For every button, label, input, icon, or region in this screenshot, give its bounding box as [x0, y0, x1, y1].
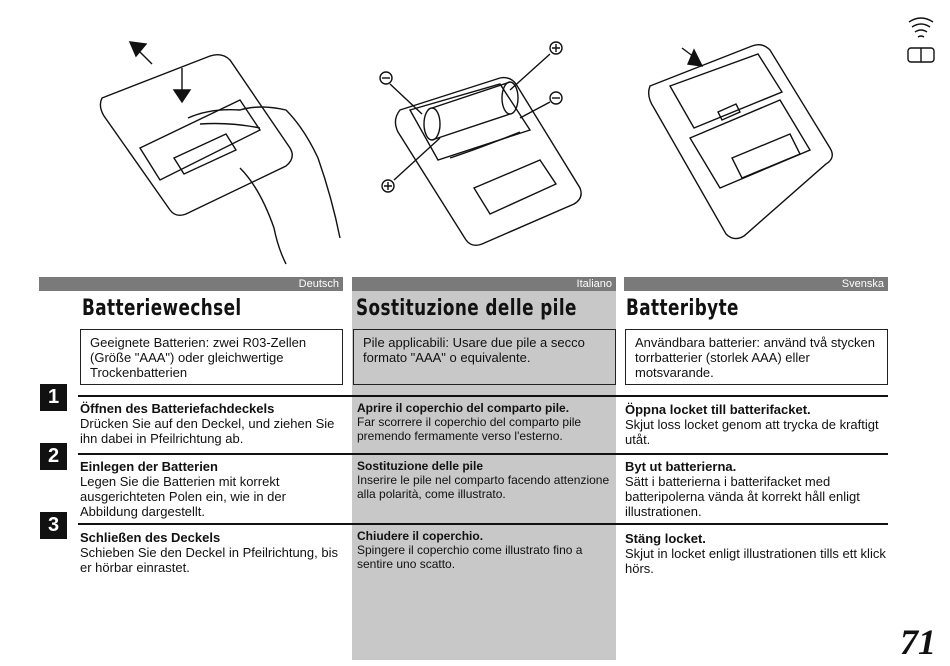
language-bar-deutsch: Deutsch: [39, 277, 343, 291]
step-heading: Stäng locket.: [625, 531, 706, 546]
page-number: 71: [900, 622, 936, 662]
step-1-svenska: [625, 402, 887, 447]
step-heading: Öffnen des Batteriefachdeckels: [80, 401, 275, 416]
step-2-italiano: [357, 459, 613, 501]
step-text: Far scorrere il coperchio del comparto pile premendo fermamente verso l'esterno.: [357, 415, 582, 443]
step-3-italiano: [357, 529, 613, 571]
divider-step2: [78, 453, 888, 455]
title-italiano: Sostituzione delle pile: [356, 296, 577, 321]
battery-info-box-italiano: Pile applicabili: Usare due pile a secco formato "AAA" o equivalente.: [353, 329, 616, 385]
battery-info-box-svenska: Användbara batterier: använd två stycken torrbatterier (storlek AAA) eller motsvarande.: [625, 329, 888, 385]
step-number-2: 2: [40, 443, 67, 470]
step-heading: Sostituzione delle pile: [357, 459, 484, 473]
step-heading: Schließen des Deckels: [80, 530, 221, 545]
step-text: Legen Sie die Batterien mit korrekt ausgerichteten Polen ein, wie in der Abbildung dargestellt.: [80, 474, 286, 519]
step-1-deutsch: [80, 401, 342, 446]
step-text: Inserire le pile nel comparto facendo attenzione alla polarità, come illustrato.: [357, 473, 610, 501]
step-text: Schieben Sie den Deckel in Pfeilrichtung, bis er hörbar einrastet.: [80, 545, 338, 575]
language-bar-italiano: Italiano: [352, 277, 616, 291]
language-bar-svenska: Svenska: [624, 277, 888, 291]
step-text: Drücken Sie auf den Deckel, und ziehen Sie ihn dabei in Pfeilrichtung ab.: [80, 416, 335, 446]
step-text: Sätt i batterierna i batterifacket med batteripolerna vända åt korrekt håll enligt illustrationen.: [625, 474, 860, 519]
step-text: Skjut loss locket genom att trycka de kraftigt utåt.: [625, 417, 879, 447]
remote-control-icon: [904, 14, 938, 68]
divider-step3: [78, 523, 888, 525]
battery-info-box-deutsch: Geeignete Batterien: zwei R03-Zellen (Größe "AAA") oder gleichwertige Trockenbatterien: [80, 329, 343, 385]
cover-close-illustration: [640, 38, 860, 258]
step-1-italiano: [357, 401, 613, 443]
step-number-1: 1: [40, 384, 67, 411]
title-deutsch: Batteriewechsel: [82, 296, 242, 321]
divider-step1: [78, 395, 888, 397]
step-heading: Byt ut batterierna.: [625, 459, 737, 474]
step-2-deutsch: [80, 459, 342, 519]
title-svenska: Batteribyte: [626, 296, 739, 321]
battery-insert-illustration: [370, 38, 600, 268]
step-number-3: 3: [40, 512, 67, 539]
step-2-svenska: [625, 459, 887, 519]
step-heading: Einlegen der Batterien: [80, 459, 218, 474]
step-3-svenska: [625, 531, 887, 576]
step-heading: Öppna locket till batterifacket.: [625, 402, 811, 417]
step-text: Skjut in locket enligt illustrationen tills ett klick hörs.: [625, 546, 886, 576]
step-text: Spingere il coperchio come illustrato fino a sentire uno scatto.: [357, 543, 583, 571]
remote-open-illustration: [90, 38, 350, 270]
step-heading: Aprire il coperchio del comparto pile.: [357, 401, 570, 415]
step-3-deutsch: [80, 530, 342, 575]
step-heading: Chiudere il coperchio.: [357, 529, 484, 543]
